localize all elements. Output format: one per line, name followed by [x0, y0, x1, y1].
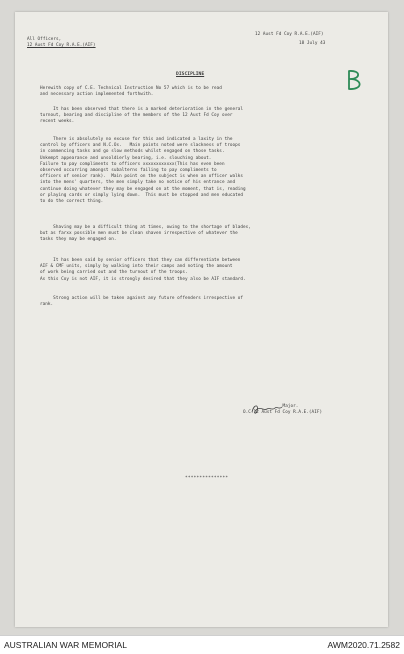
paragraph-5: It has been said by senior officers that they can differentiate between AIF & CMF units, simply by walking into their camps and noting the amount of work being carried out and the turnout of the troops. As this Coy is not AIF, it is strongly desired that they also be AIF standard. — [40, 258, 246, 282]
footer-institution: AUSTRALIAN WAR MEMORIAL — [4, 640, 127, 650]
signatory-rank: Major. — [243, 404, 299, 409]
footer-bar — [0, 635, 404, 654]
paragraph-3: There is absolutely no excuse for this and indicated a laxity in the control by officers and N.C.Os. Main points noted were slackness of troops in commencing tasks and go slow methods whilst engaged on those tasks. Unkempt appearance and unsoldierly bearing, i.e. slouching about. Failure to pay compliments to officers xxxxxxxxxxxx(This has even been observed occurring amongst subalterns failing to pay compliments to officers of senior rank). Main point on the subject is when an officer walks into the mens' quarters, the men simply take no notice of his entrance and continue doing whatever they may be engaged on at the moment, that is, reading or playing cards or simply lying down. This must be stopped and men educated to do the correct thing. — [40, 137, 246, 205]
recipient-block — [27, 37, 96, 49]
document-page — [15, 12, 388, 627]
paragraph-6: Strong action will be taken against any future offenders irrespective of rank. — [40, 296, 244, 308]
signature-block — [243, 404, 322, 416]
paragraph-2: It has been observed that there is a marked deterioration in the general turnout, bearing and discipline of the members of the 12 Aust Fd Coy over recent weeks. — [40, 107, 244, 125]
paragraph-4: Shaving may be a difficult thing at times, owing to the shortage of blades, but as farxx possible men must be clean shaven irrespective of whatever the tasks they may be engaged on. — [40, 225, 251, 243]
footer-accession-number: AWM2020.71.2582 — [327, 640, 400, 650]
recipient-line: All Officers, — [27, 37, 62, 42]
end-separator: *************** — [185, 476, 229, 481]
signatory-unit: O.C.12 Aust Fd Coy R.A.E.(AIF) — [243, 410, 323, 416]
document-date: 18 July 43 — [299, 41, 326, 47]
handwritten-b-mark — [343, 68, 365, 92]
recipient-line: 12 Aust Fd Coy R.A.E.(AIF) — [27, 43, 96, 49]
sender-block — [255, 32, 325, 47]
document-title: DISCIPLINE — [176, 72, 205, 77]
paragraph-1: Herewith copy of C.E. Technical Instruction No 57 which is to be read and necessary action implemented forthwith. — [40, 86, 222, 98]
sender-unit: 12 Aust Fd Coy R.A.E.(AIF) — [255, 32, 324, 37]
